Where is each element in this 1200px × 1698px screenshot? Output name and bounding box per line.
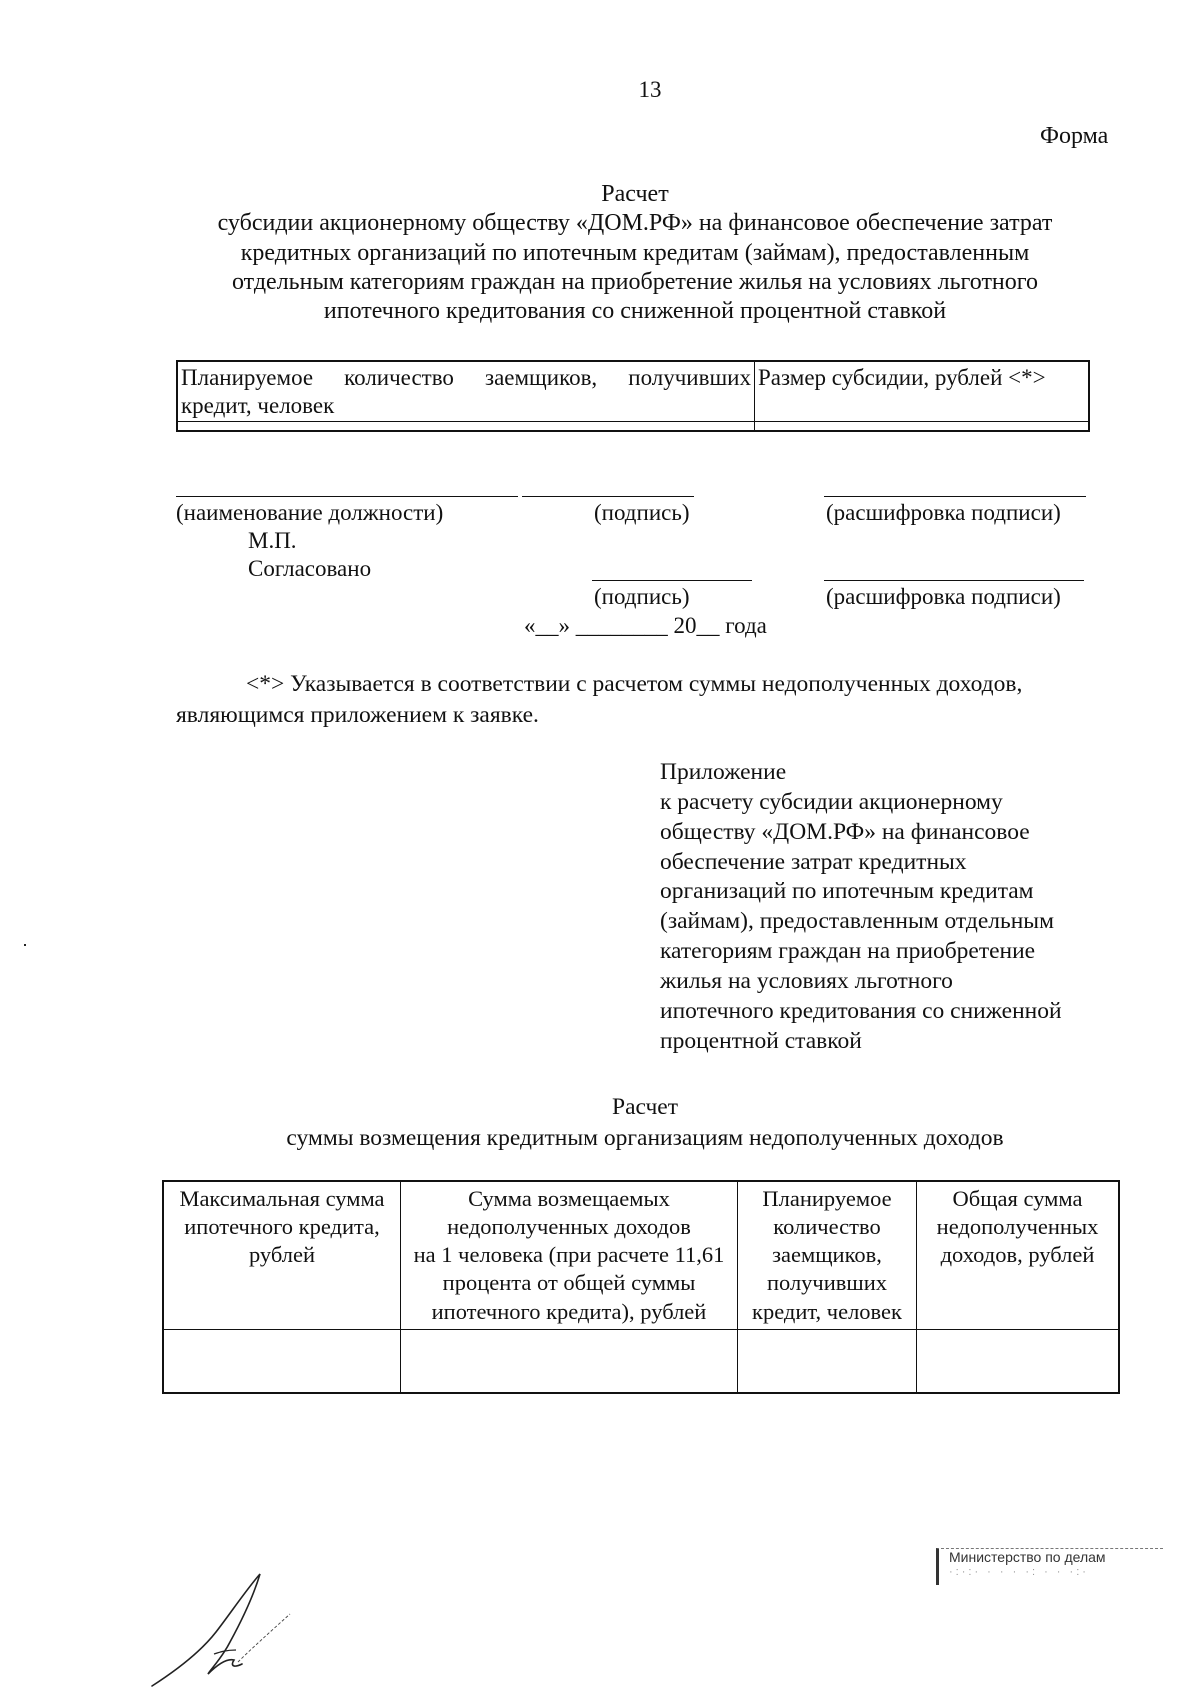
- appendix-line: к расчету субсидии акционерному: [660, 788, 1003, 815]
- appendix-line: Приложение: [660, 759, 787, 785]
- borrowers-count-header: [177, 361, 755, 422]
- total-income-header: [917, 1181, 1120, 1329]
- stamp-text: Министерство по делам: [949, 1549, 1106, 1565]
- max-loan-header: [163, 1181, 401, 1329]
- main-title-line: субсидии акционерному обществу «ДОМ.РФ» на финансовое обеспечение затрат: [217, 210, 1053, 237]
- decoding-line: [824, 496, 1086, 497]
- appendix-line: (займам), предоставленным отдельным: [660, 908, 1054, 935]
- ministry-stamp: [936, 1548, 1163, 1585]
- position-caption: (наименование должности): [176, 500, 444, 525]
- signature-line-2: [592, 580, 752, 581]
- header-line: Максимальная сумма: [179, 1186, 385, 1211]
- header-line: кредит, человек: [181, 392, 335, 418]
- header-line: получивших: [766, 1270, 888, 1296]
- appendix-line: жилья на условиях льготного: [660, 967, 953, 994]
- subsidy-table: [176, 360, 1090, 432]
- appendix-line: процентной ставкой: [660, 1027, 862, 1054]
- header-line: количество: [773, 1214, 881, 1240]
- max-loan-cell: [163, 1329, 401, 1393]
- reimbursed-income-cell: [401, 1329, 738, 1393]
- appendix-line: ипотечного кредитования со сниженной: [660, 997, 1062, 1024]
- header-line: Сумма возмещаемых: [468, 1186, 670, 1211]
- borrowers-planned-header: [738, 1181, 917, 1329]
- reimbursed-income-header: [401, 1181, 738, 1329]
- main-title-line: Расчет: [601, 181, 669, 207]
- stamp-place-label: М.П.: [248, 528, 297, 553]
- scan-speck: [24, 944, 26, 946]
- decoding-caption-2: (расшифровка подписи): [826, 584, 1061, 609]
- form-label: Форма: [1040, 123, 1109, 149]
- appendix-line: обществу «ДОМ.РФ» на финансовое: [660, 818, 1030, 845]
- appendix-caption: [660, 758, 1130, 1056]
- second-title-line: Расчет: [612, 1094, 678, 1120]
- signature-caption-2: (подпись): [594, 584, 690, 609]
- header-line: Планируемое: [762, 1186, 892, 1211]
- header-line: ипотечного кредита), рублей: [431, 1298, 707, 1324]
- total-income-cell: [917, 1329, 1120, 1393]
- borrowers-planned-cell: [738, 1329, 917, 1393]
- footnote: [176, 669, 1116, 730]
- header-line: недополученных доходов: [447, 1214, 691, 1240]
- main-title-line: отдельным категориям граждан на приобретение жилья на условиях льготного: [231, 268, 1039, 295]
- second-title: [170, 1092, 1120, 1153]
- header-line: Планируемое количество заемщиков, получивших: [181, 365, 751, 390]
- decoding-line-2: [824, 580, 1084, 581]
- appendix-line: обеспечение затрат кредитных: [660, 848, 967, 875]
- position-line: [176, 496, 518, 497]
- agreed-label: Согласовано: [248, 556, 372, 581]
- header-line: рублей: [248, 1242, 316, 1268]
- subsidy-amount-header: Размер субсидии, рублей <*>: [755, 361, 1090, 422]
- appendix-line: категориям граждан на приобретение: [660, 938, 1036, 965]
- header-line: доходов, рублей: [940, 1242, 1095, 1268]
- header-line: заемщиков,: [772, 1242, 882, 1268]
- appendix-line: организаций по ипотечным кредитам: [660, 878, 1034, 905]
- main-title: [170, 180, 1100, 326]
- second-title-line: суммы возмещения кредитным организациям недополученных доходов: [286, 1124, 1004, 1151]
- header-line: процента от общей суммы: [442, 1270, 696, 1296]
- header-line: кредит, человек: [752, 1298, 902, 1324]
- borrowers-count-cell: [177, 422, 755, 432]
- signature-line: [522, 496, 694, 497]
- subsidy-amount-cell: [755, 422, 1090, 432]
- handwritten-signature: [150, 1570, 310, 1690]
- header-line: на 1 человека (при расчете 11,61: [413, 1242, 725, 1268]
- footnote-line: являющимся приложением к заявке.: [176, 701, 539, 728]
- header-line: Общая сумма: [952, 1186, 1083, 1211]
- date-line: «__» ________ 20__ года: [524, 613, 767, 638]
- header-line: недополученных: [936, 1214, 1099, 1240]
- header-line: ипотечного кредита,: [184, 1214, 380, 1240]
- reimbursement-table: [162, 1180, 1120, 1394]
- main-title-line: ипотечного кредитования со сниженной процентной ставкой: [323, 298, 947, 325]
- page-number: 13: [638, 77, 662, 102]
- signature-caption: (подпись): [594, 500, 690, 525]
- footnote-line: <*> Указывается в соответствии с расчетом суммы недополученных доходов,: [246, 671, 1023, 697]
- decoding-caption: (расшифровка подписи): [826, 500, 1061, 525]
- main-title-line: кредитных организаций по ипотечным кредитам (займам), предоставленным: [240, 239, 1030, 266]
- stamp-blurred-text: ·:·:· · · · ·: · · ·:·: [949, 1566, 1089, 1579]
